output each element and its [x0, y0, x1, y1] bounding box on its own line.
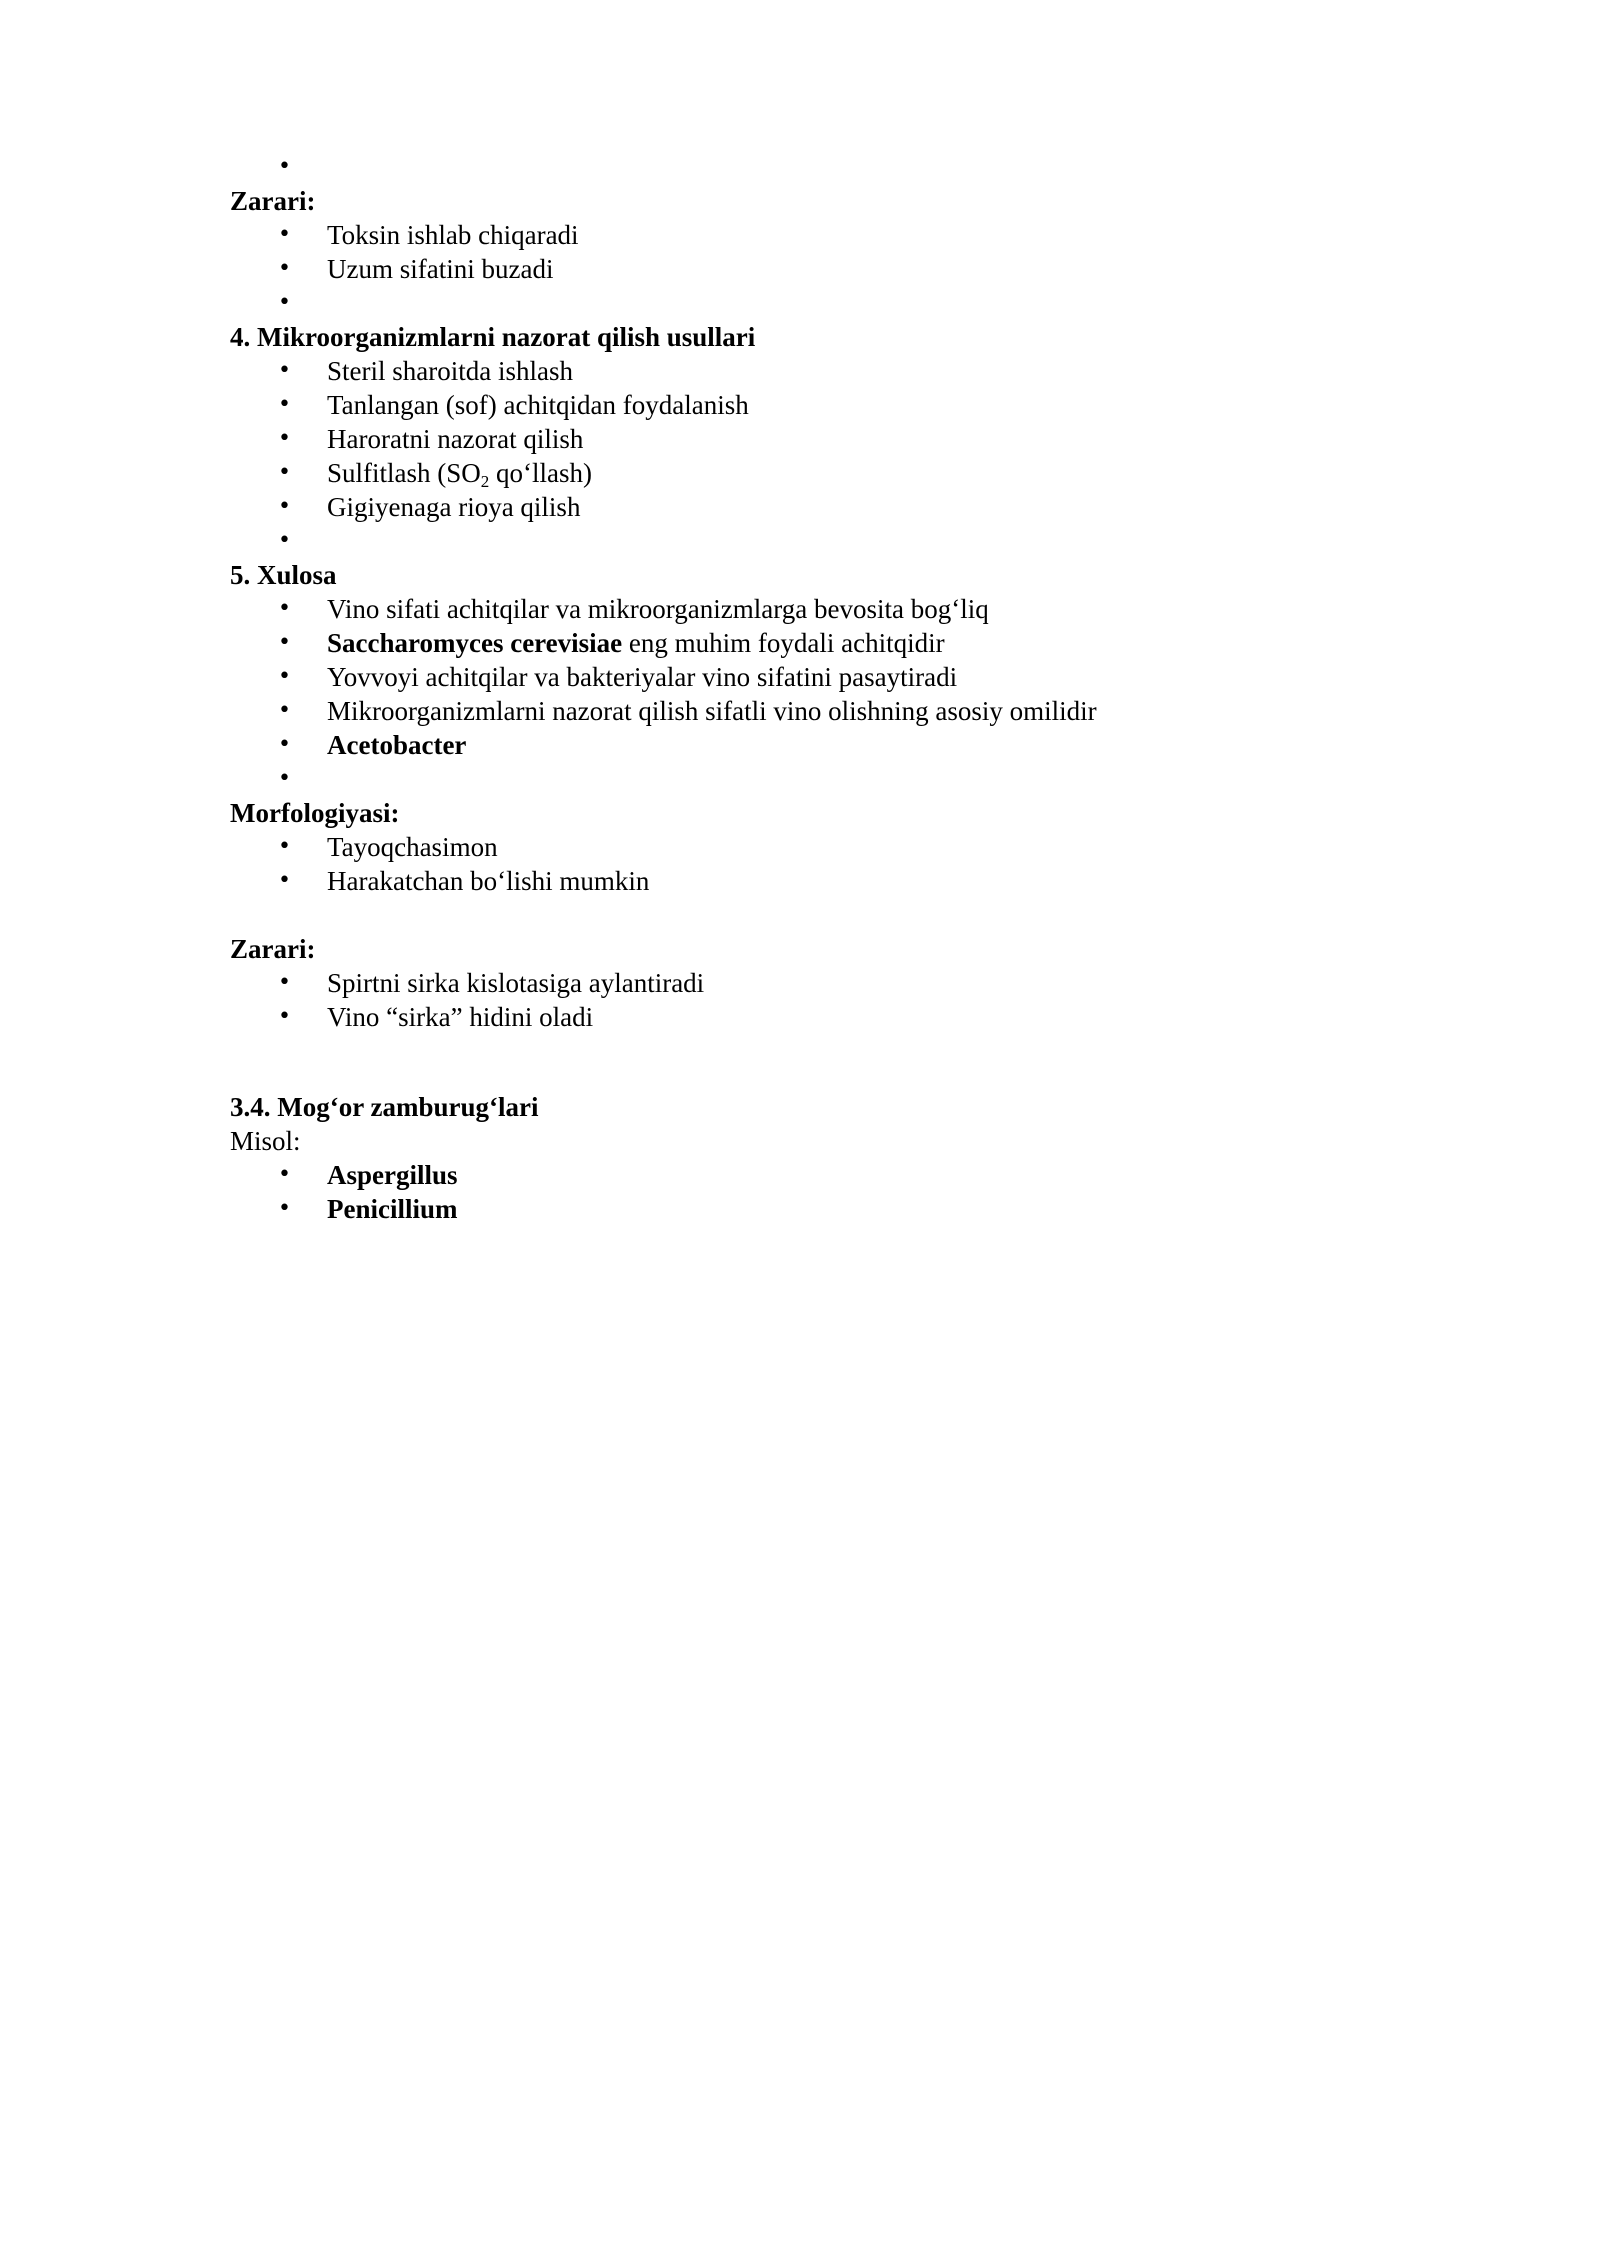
bullet-icon: • [278, 426, 291, 451]
list-item: • Penicillium [278, 1194, 458, 1224]
bullet-icon: • [278, 358, 291, 383]
bullet-icon: • [278, 766, 291, 791]
list-item [230, 524, 1430, 558]
spacer [230, 1034, 1430, 1090]
list-item: • Tanlangan (sof) achitqidan foydalanish [278, 390, 749, 420]
list-item: • Vino “sirka” hidini oladi [278, 1002, 594, 1032]
bullet-icon: • [278, 1196, 291, 1221]
bullet-icon: • [278, 834, 291, 859]
bullet-icon: • [278, 154, 291, 179]
list-item: • Vino sifati achitqilar va mikroorganizmlarga bevosita bog‘liq [278, 594, 989, 624]
bullet-icon: • [278, 494, 291, 519]
subscript: 2 [480, 472, 490, 491]
bullet-icon: • [278, 1162, 291, 1187]
section-5-heading: 5. Xulosa [230, 560, 337, 590]
bullet-icon: • [278, 698, 291, 723]
bullet-icon: • [278, 1004, 291, 1029]
bullet-icon: • [278, 664, 291, 689]
list-item [230, 762, 1430, 796]
bullet-icon: • [278, 596, 291, 621]
section-3-4-heading: 3.4. Mog‘or zamburug‘lari [230, 1092, 539, 1122]
document-page [230, 150, 1430, 1226]
section-4-heading: 4. Mikroorganizmlarni nazorat qilish usullari [230, 322, 756, 352]
list-item: • Yovvoyi achitqilar va bakteriyalar vino sifatini pasaytiradi [278, 662, 958, 692]
list-item: • Spirtni sirka kislotasiga aylantiradi [278, 968, 705, 998]
misol-label: Misol: [230, 1126, 301, 1156]
bullet-icon: • [278, 460, 291, 485]
section-4-list [230, 354, 1430, 558]
list-item [230, 286, 1430, 320]
bullet-list-top [230, 150, 1430, 184]
bullet-icon: • [278, 630, 291, 655]
list-item: • Harakatchan bo‘lishi mumkin [278, 866, 650, 896]
bullet-icon: • [278, 868, 291, 893]
list-item: • Gigiyenaga rioya qilish [278, 492, 581, 522]
list-item: • Mikroorganizmlarni nazorat qilish sifatli vino olishning asosiy omilidir [278, 696, 1097, 726]
zarari-heading-2: Zarari: [230, 934, 316, 964]
bullet-icon: • [278, 392, 291, 417]
spacer [230, 898, 1430, 932]
bullet-icon: • [278, 222, 291, 247]
list-item: • Sulfitlash ($SO_2$ qo‘llash) [278, 458, 592, 491]
bullet-icon: • [278, 732, 291, 757]
list-item: • Uzum sifatini buzadi [278, 254, 554, 284]
list-item: • Steril sharoitda ishlash [278, 356, 573, 386]
bullet-icon: • [278, 290, 291, 315]
list-item: • Acetobacter [278, 730, 467, 760]
section-5-list [230, 592, 1430, 796]
list-item: • Haroratni nazorat qilish [278, 424, 584, 454]
bullet-icon: • [278, 528, 291, 553]
zarari-list-2 [230, 966, 1430, 1034]
zarari-heading: Zarari: [230, 186, 316, 216]
morfologiyasi-heading: Morfologiyasi: [230, 798, 400, 828]
list-item [230, 150, 1430, 184]
bullet-icon: • [278, 256, 291, 281]
bullet-icon: • [278, 970, 291, 995]
section-3-4-list [230, 1158, 1430, 1226]
list-item: • Toksin ishlab chiqaradi [278, 220, 579, 250]
list-item: • Aspergillus [278, 1160, 458, 1190]
list-item: • Saccharomyces cerevisiae eng muhim foydali achitqidir [278, 628, 945, 658]
zarari-list [230, 218, 1430, 320]
list-item: • Tayoqchasimon [278, 832, 498, 862]
morfologiyasi-list [230, 830, 1430, 898]
